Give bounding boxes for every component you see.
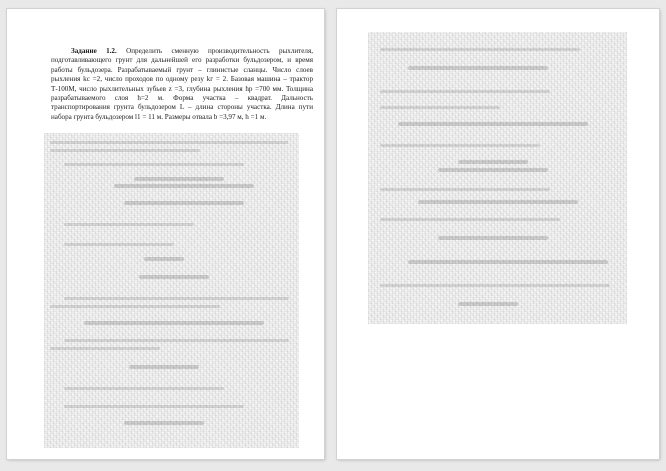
page-2 [337,9,659,459]
noisy-solution-area [44,133,299,448]
noisy-solution-area [368,32,627,324]
task-text [51,47,313,122]
task-body: Определить сменную производительность рыхлителя, подготавливающего грунт для дальнейшей его разработки бульдозером, и время работы бульдозера. Разрабатываемый грунт – глинистые сланцы. Число слоев рыхления kс =2, число проходов по одному резу kг = 2. Базовая машина – трактор Т-100М, число рыхлительных зубьев z =3, глубина рыхления hр =700 мм. Толщина разрабатываемого слоя h=2 м. Форма участка – квадрат. Дальность транспортирования грунта бульдозером L – длина стороны участка. Длина пути набора грунта бульдозером l1 = 11 м. Размеры отвала b =3,97 м, h =1 м. [51,47,313,121]
task-heading: Задание 1.2. [71,47,117,55]
page-1 [7,9,324,459]
